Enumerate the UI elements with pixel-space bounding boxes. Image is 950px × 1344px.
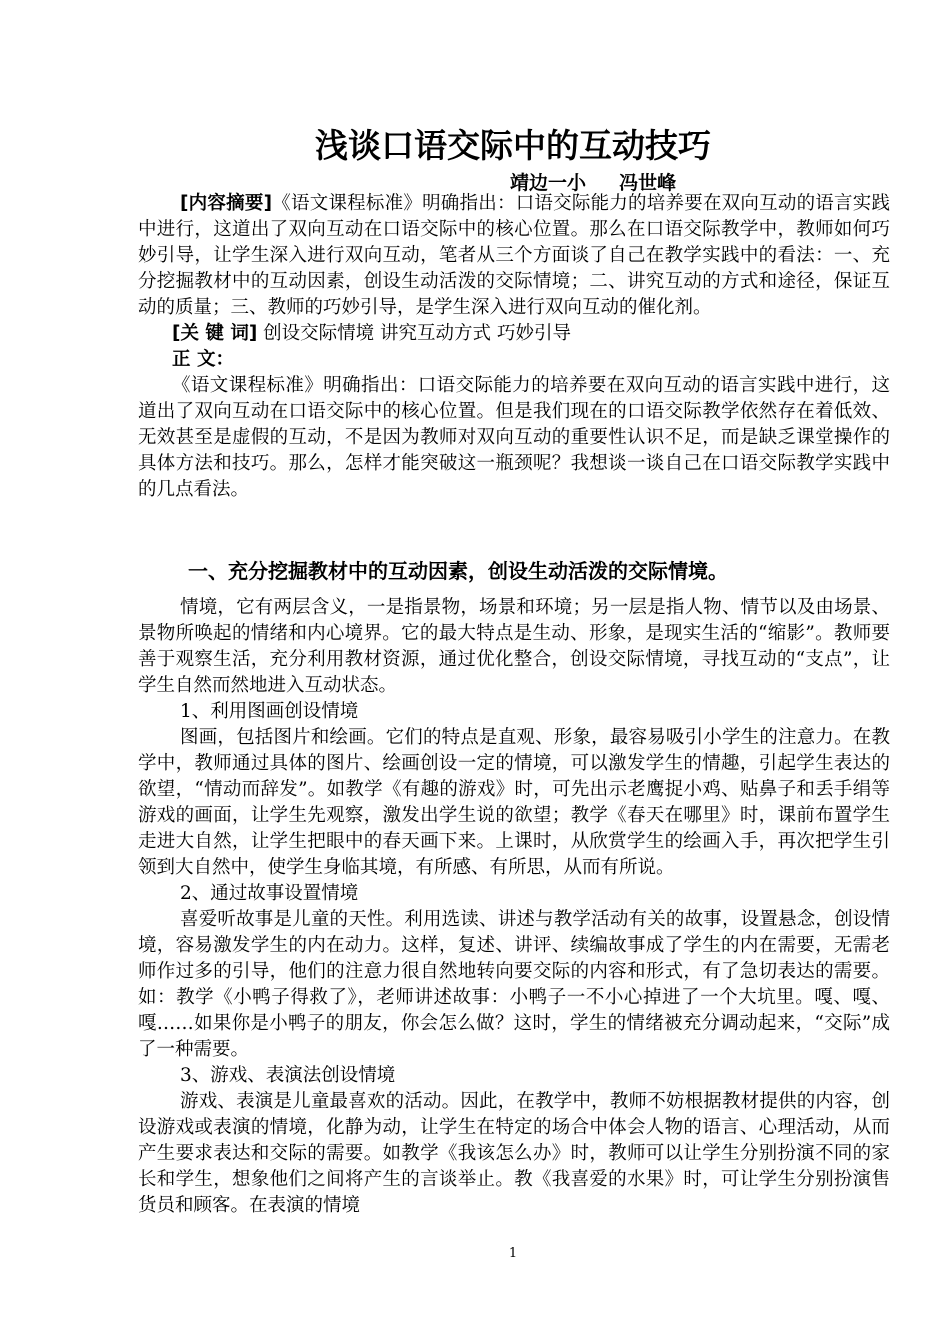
- keywords-text: 创设交际情境 讲究互动方式 巧妙引导: [257, 323, 571, 344]
- document-title: 浅谈口语交际中的互动技巧: [315, 126, 711, 165]
- subsection-2-heading: 2、通过故事设置情境: [180, 883, 359, 904]
- abstract-label: [内容摘要]: [180, 193, 273, 214]
- subsection-3-paragraph: 游戏、表演是儿童最喜欢的活动。因此，在教学中，教师不妨根据教材提供的内容，创设游戏或表演的情境，化静为动，让学生在特定的场合中体会人物的语言、心理活动，从而产生要求表达和交际的需要。如教学《我该怎么办》时，教师可以让学生分别扮演不同的家长和学生，想象他们之间将产生的言谈举止。教《我喜爱的水果》时，可让学生分别扮演售货员和顾客。在表演的情境: [138, 1091, 890, 1216]
- body-label: 正 文：: [172, 349, 234, 370]
- author-line: 靖边一小 冯世峰: [510, 172, 677, 194]
- intro-paragraph: 《语文课程标准》明确指出：口语交际能力的培养要在双向互动的语言实践中进行，这道出了双向互动在口语交际中的核心位置。但是我们现在的口语交际教学依然存在着低效、无效甚至是虚假的互动，不是因为教师对双向互动的重要性认识不足，而是缺乏课堂操作的具体方法和技巧。那么，怎样才能突破这一瓶颈呢？我想谈一谈自己在口语交际教学实践中的几点看法。: [138, 375, 890, 500]
- abstract-paragraph: [138, 191, 890, 321]
- subsection-1-paragraph: 图画，包括图片和绘画。它们的特点是直观、形象，最容易吸引小学生的注意力。在教学中，教师通过具体的图片、绘画创设一定的情境，可以激发学生的情趣，引起学生表达的欲望，“情动而辞发”。如教学《有趣的游戏》时，可先出示老鹰捉小鸡、贴鼻子和丢手绢等游戏的画面，让学生先观察，激发出学生说的欲望；教学《春天在哪里》时，课前布置学生走进大自然，让学生把眼中的春天画下来。上课时，从欣赏学生的绘画入手，再次把学生引领到大自然中，使学生身临其境，有所感、有所思，从而有所说。: [138, 727, 890, 878]
- keywords-label: [关 键 词]: [172, 323, 258, 344]
- section-1-paragraph: 情境，它有两层含义，一是指景物，场景和环境；另一层是指人物、情节以及由场景、景物所唤起的情绪和内心境界。它的最大特点是生动、形象，是现实生活的“缩影”。教师要善于观察生活，充分利用教材资源，通过优化整合，创设交际情境，寻找互动的“支点”，让学生自然而然地进入互动状态。: [138, 597, 890, 696]
- abstract-text: 《语文课程标准》明确指出：口语交际能力的培养要在双向互动的语言实践中进行，这道出了双向互动在口语交际中的核心位置。那么在口语交际教学中，教师如何巧妙引导，让学生深入进行双向互动，笔者从三个方面谈了自己在教学实践中的看法：一、充分挖掘教材中的互动因素，创设生动活泼的交际情境；二、讲究互动的方式和途径，保证互动的质量；三、教师的巧妙引导，是学生深入进行双向互动的催化剂。: [138, 193, 890, 318]
- subsection-1-heading: 1、利用图画创设情境: [180, 701, 359, 722]
- section-1-heading: 一、充分挖掘教材中的互动因素，创设生动活泼的交际情境。: [188, 559, 728, 583]
- subsection-3-heading: 3、游戏、表演法创设情境: [180, 1065, 396, 1086]
- section-1-body: [138, 595, 890, 1219]
- subsection-2-paragraph: 喜爱听故事是儿童的天性。利用选读、讲述与教学活动有关的故事，设置悬念，创设情境，容易激发学生的内在动力。这样，复述、讲评、续编故事成了学生的内在需要，无需老师作过多的引导，他们的注意力很自然地转向要交际的内容和形式，有了急切表达的需要。如：教学《小鸭子得救了》，老师讲述故事：小鸭子一不小心掉进了一个大坑里。嘎、嘎、嘎……如果你是小鸭子的朋友，你会怎么做？这时，学生的情绪被充分调动起来，“交际”成了一种需要。: [138, 909, 890, 1060]
- body-label-line: [138, 347, 890, 373]
- page-number: 1: [508, 1246, 518, 1261]
- keywords-line: [138, 321, 890, 347]
- abstract-block: [138, 191, 890, 503]
